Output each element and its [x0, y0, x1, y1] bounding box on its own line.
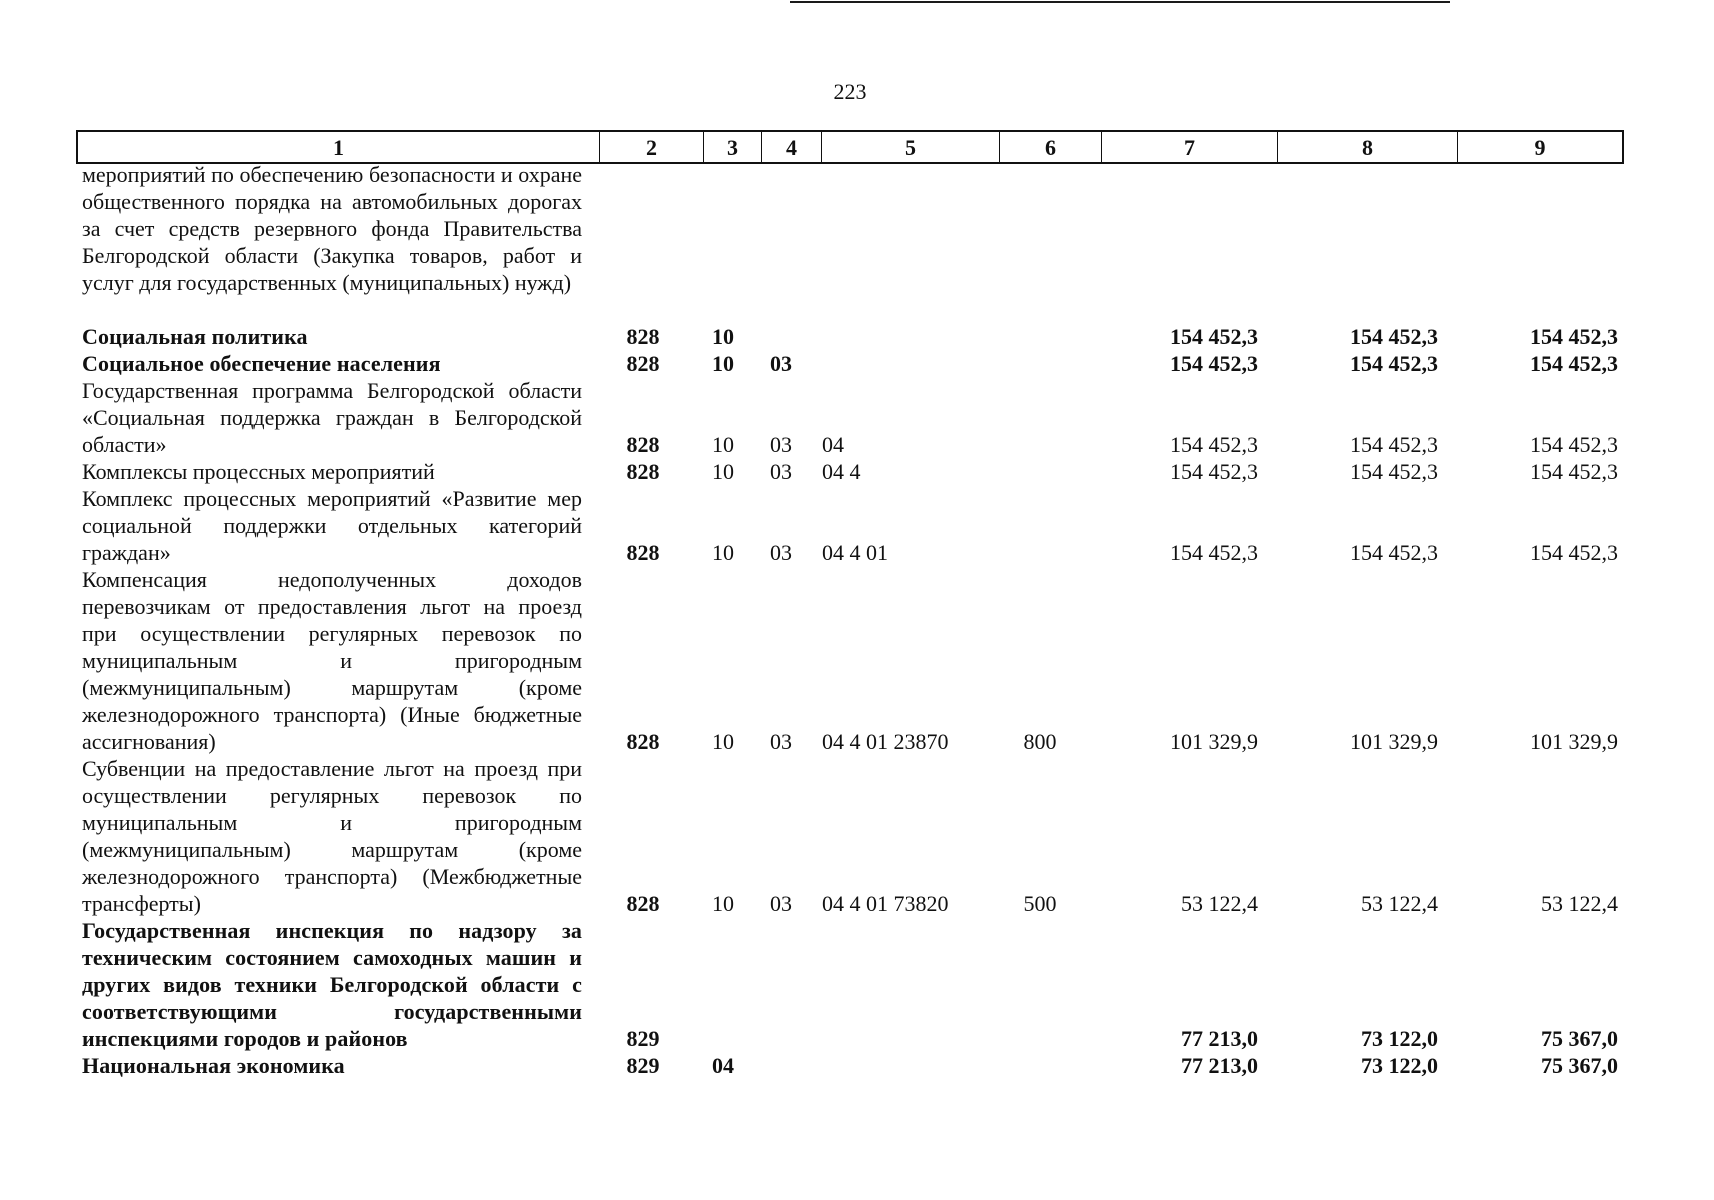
- cell-col-8: 154 452,3: [1350, 432, 1438, 457]
- table-row: [0, 485, 1714, 566]
- cell-col-2: 829: [626, 1026, 660, 1051]
- header-col-5: 5: [822, 132, 1000, 162]
- table-row: [0, 323, 1714, 350]
- row-description: мероприятий по обеспечению безопасности и охране общественного порядка на автомобильных дорогах за счет средств резервного фонда Правительства Белгородской области (Закупка товаров, работ и услуг для государственных (муниципальных) нужд): [82, 162, 582, 295]
- table-row: [0, 1052, 1714, 1079]
- cell-col-7: 154 452,3: [1170, 540, 1258, 565]
- cell-col-7: 77 213,0: [1181, 1053, 1258, 1078]
- cell-col-6: 500: [1023, 891, 1057, 916]
- cell-col-3: 10: [712, 432, 734, 457]
- cell-col-7: 53 122,4: [1181, 891, 1258, 916]
- cell-col-3: 10: [712, 891, 734, 916]
- row-description: Социальная политика: [82, 324, 308, 349]
- cell-col-7: 77 213,0: [1181, 1026, 1258, 1051]
- header-col-8: 8: [1278, 132, 1458, 162]
- row-description: Социальное обеспечение населения: [82, 351, 441, 376]
- row-description: Комплекс процессных мероприятий «Развитие мер социальной поддержки отдельных категорий граждан»: [82, 486, 582, 565]
- cell-col-8: 154 452,3: [1350, 540, 1438, 565]
- row-description: Субвенции на предоставление льгот на проезд при осуществлении регулярных перевозок по муниципальным и пригородным (межмуниципальным) маршрутам (кроме железнодорожного транспорта) (Межбюджетные трансферты): [82, 756, 582, 916]
- cell-col-8: 73 122,0: [1361, 1053, 1438, 1078]
- header-col-2: 2: [600, 132, 704, 162]
- cell-col-8: 154 452,3: [1350, 324, 1438, 349]
- cell-col-4: 03: [770, 351, 792, 376]
- cell-col-2: 828: [626, 891, 660, 916]
- cell-col-3: 10: [712, 729, 734, 754]
- cell-col-3: 04: [712, 1053, 734, 1078]
- cell-col-5: 04 4: [822, 459, 861, 484]
- cell-col-4: 03: [770, 891, 792, 916]
- table-row: [0, 917, 1714, 1052]
- cell-col-9: 154 452,3: [1530, 459, 1618, 484]
- header-col-1: 1: [78, 132, 600, 162]
- cell-col-8: 53 122,4: [1361, 891, 1438, 916]
- table-row: [0, 161, 1714, 323]
- cell-col-5: 04: [822, 432, 844, 457]
- cell-col-9: 75 367,0: [1541, 1053, 1618, 1078]
- cell-col-3: 10: [712, 540, 734, 565]
- cell-col-5: 04 4 01 23870: [822, 729, 949, 754]
- cell-col-5: 04 4 01: [822, 540, 888, 565]
- page-number: 223: [833, 79, 867, 104]
- cell-col-9: 154 452,3: [1530, 351, 1618, 376]
- cell-col-2: 829: [626, 1053, 660, 1078]
- cell-col-7: 154 452,3: [1170, 324, 1258, 349]
- table-row: [0, 350, 1714, 377]
- row-description: Компенсация недополученных доходов перевозчикам от предоставления льгот на проезд при осуществлении регулярных перевозок по муниципальным и пригородным (межмуниципальным) маршрутам (кроме железнодорожного транспорта) (Иные бюджетные ассигнования): [82, 567, 582, 754]
- header-col-6: 6: [1000, 132, 1102, 162]
- cell-col-4: 03: [770, 459, 792, 484]
- cell-col-9: 75 367,0: [1541, 1026, 1618, 1051]
- cell-col-4: 03: [770, 729, 792, 754]
- cell-col-2: 828: [626, 540, 660, 565]
- table-row: [0, 755, 1714, 917]
- cell-col-4: 03: [770, 432, 792, 457]
- header-col-4: 4: [762, 132, 822, 162]
- cell-col-9: 154 452,3: [1530, 324, 1618, 349]
- cell-col-3: 10: [712, 351, 734, 376]
- table-row: [0, 566, 1714, 755]
- cell-col-7: 101 329,9: [1170, 729, 1258, 754]
- cell-col-3: 10: [712, 459, 734, 484]
- cell-col-6: 800: [1023, 729, 1057, 754]
- row-description: Национальная экономика: [82, 1053, 345, 1078]
- cell-col-5: 04 4 01 73820: [822, 891, 949, 916]
- cell-col-2: 828: [626, 729, 660, 754]
- row-description: Комплексы процессных мероприятий: [82, 459, 435, 484]
- cell-col-9: 101 329,9: [1530, 729, 1618, 754]
- cell-col-2: 828: [626, 459, 660, 484]
- cell-col-7: 154 452,3: [1170, 459, 1258, 484]
- table-row: [0, 377, 1714, 458]
- row-description: Государственная инспекция по надзору за техническим состоянием самоходных машин и других видов техники Белгородской области с соответствующими государственными инспекциями городов и районов: [82, 918, 582, 1051]
- cell-col-7: 154 452,3: [1170, 432, 1258, 457]
- cell-col-9: 154 452,3: [1530, 432, 1618, 457]
- cell-col-2: 828: [626, 324, 660, 349]
- cell-col-4: 03: [770, 540, 792, 565]
- cell-col-7: 154 452,3: [1170, 351, 1258, 376]
- cell-col-9: 154 452,3: [1530, 540, 1618, 565]
- row-description: Государственная программа Белгородской области «Социальная поддержка граждан в Белгородской области»: [82, 378, 582, 457]
- cell-col-8: 154 452,3: [1350, 351, 1438, 376]
- cell-col-2: 828: [626, 351, 660, 376]
- header-col-7: 7: [1102, 132, 1278, 162]
- cell-col-2: 828: [626, 432, 660, 457]
- header-col-9: 9: [1534, 135, 1546, 160]
- cell-col-8: 154 452,3: [1350, 459, 1438, 484]
- header-col-3: 3: [704, 132, 762, 162]
- table-row: [0, 458, 1714, 485]
- cell-col-3: 10: [712, 324, 734, 349]
- cell-col-9: 53 122,4: [1541, 891, 1618, 916]
- cell-col-8: 101 329,9: [1350, 729, 1438, 754]
- cell-col-8: 73 122,0: [1361, 1026, 1438, 1051]
